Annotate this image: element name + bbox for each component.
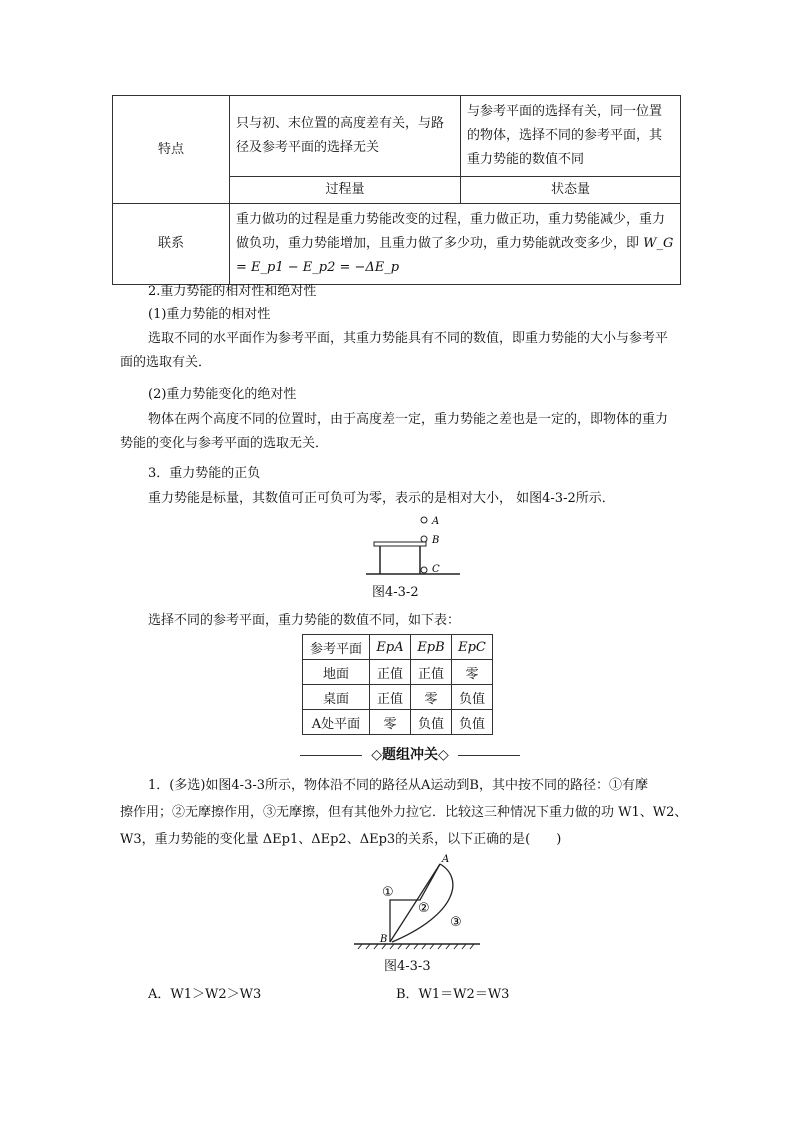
paths-figure (352, 852, 482, 952)
fig1-label-a: A (432, 516, 440, 527)
table-cell: 正值 (370, 660, 411, 685)
table-cell: 负值 (411, 710, 452, 735)
table-cell: 零 (452, 660, 493, 685)
table-cell: 正值 (411, 660, 452, 685)
fig1-caption: 图4-3-2 (372, 585, 419, 600)
relation-formula: W_G = E_p1 − E_p2 = −ΔE_p (236, 236, 674, 275)
fig1-label-b: B (432, 535, 440, 546)
section2-para1: 选取不同的水平面作为参考平面，其重力势能具有不同的数值，即重力势能的大小与参考平面的选取有关． (120, 331, 669, 370)
table-cell: 负值 (452, 710, 493, 735)
relation-cell (230, 204, 681, 285)
fig2-path-1-label: ① (382, 885, 394, 900)
table-row (303, 660, 493, 685)
state-quantity-cell: 状态量 (461, 177, 681, 204)
table-ball-figure (360, 512, 470, 580)
question-line-2: 擦作用；②无摩擦作用，③无摩擦，但有其他外力拉它．比较这三种情况下重力做的功 W1、W2、 (120, 805, 688, 820)
table-cell: 零 (370, 710, 411, 735)
ball-b-icon (421, 536, 427, 542)
fig2-path-3-label: ③ (450, 915, 462, 930)
section2-para2: 物体在两个高度不同的位置时，由于高度差一定，重力势能之差也是一定的，即物体的重力势能的变化与参考平面的选取无关． (120, 412, 669, 451)
section2-heading: 2.重力势能的相对性和绝对性 (148, 284, 317, 299)
question-line-3: W3，重力势能的变化量 ΔEp1、ΔEp2、ΔEp3的关系，以下正确的是( ) (120, 832, 562, 847)
fig2-label-b: B (380, 934, 388, 945)
option-a: A．W1＞W2＞W3 (148, 987, 262, 1002)
section-banner (300, 746, 520, 764)
section2-sub2: (2)重力势能变化的绝对性 (148, 387, 297, 402)
process-quantity-cell: 过程量 (230, 177, 461, 204)
section2-sub1: (1)重力势能的相对性 (148, 307, 271, 322)
table-top (374, 542, 426, 546)
ball-c-icon (421, 567, 427, 573)
header-epb: EpB (411, 635, 452, 660)
ball-a-icon (421, 517, 427, 523)
work-energy-comparison-table (112, 95, 681, 285)
relation-label: 联系 (113, 204, 230, 285)
table-cell: 正值 (370, 685, 411, 710)
potential-energy-table (302, 634, 493, 735)
table-row (303, 635, 493, 660)
fig1-label-c: C (432, 564, 440, 575)
table-cell: 零 (411, 685, 452, 710)
header-epa: EpA (370, 635, 411, 660)
header-reference-plane: 参考平面 (303, 635, 370, 660)
header-epc: EpC (452, 635, 493, 660)
energy-feature-cell: 与参考平面的选择有关，同一位置的物体，选择不同的参考平面，其重力势能的数值不同 (461, 96, 681, 177)
table-row (303, 710, 493, 735)
table-cell: 地面 (303, 660, 370, 685)
fig2-label-a: A (442, 854, 450, 865)
section3-heading: 3．重力势能的正负 (148, 466, 261, 481)
fig2-path-2-label: ② (418, 901, 430, 916)
banner-title: ◇题组冲关◇ (371, 747, 449, 763)
option-b: B．W1＝W2＝W3 (396, 987, 510, 1002)
table-cell: 桌面 (303, 685, 370, 710)
section3-para: 重力势能是标量，其数值可正可负可为零，表示的是相对大小， 如图4-3-2所示． (148, 491, 615, 506)
table-cell: 负值 (452, 685, 493, 710)
relation-text: 重力做功的过程是重力势能改变的过程，重力做正功，重力势能减少，重力做负功，重力势能增加，且重力做了多少功，重力势能就改变多少，即 (236, 212, 666, 251)
feature-label: 特点 (113, 96, 230, 204)
work-feature-cell: 只与初、末位置的高度差有关，与路径及参考平面的选择无关 (230, 96, 461, 177)
question-line-1: 1．(多选)如图4-3-3所示，物体沿不同的路径从A运动到B，其中按不同的路径：①有摩 (148, 778, 648, 793)
fig2-caption: 图4-3-3 (384, 959, 431, 974)
ep-table-intro: 选择不同的参考平面，重力势能的数值不同，如下表： (148, 613, 461, 628)
table-row (303, 685, 493, 710)
table-cell: A处平面 (303, 710, 370, 735)
